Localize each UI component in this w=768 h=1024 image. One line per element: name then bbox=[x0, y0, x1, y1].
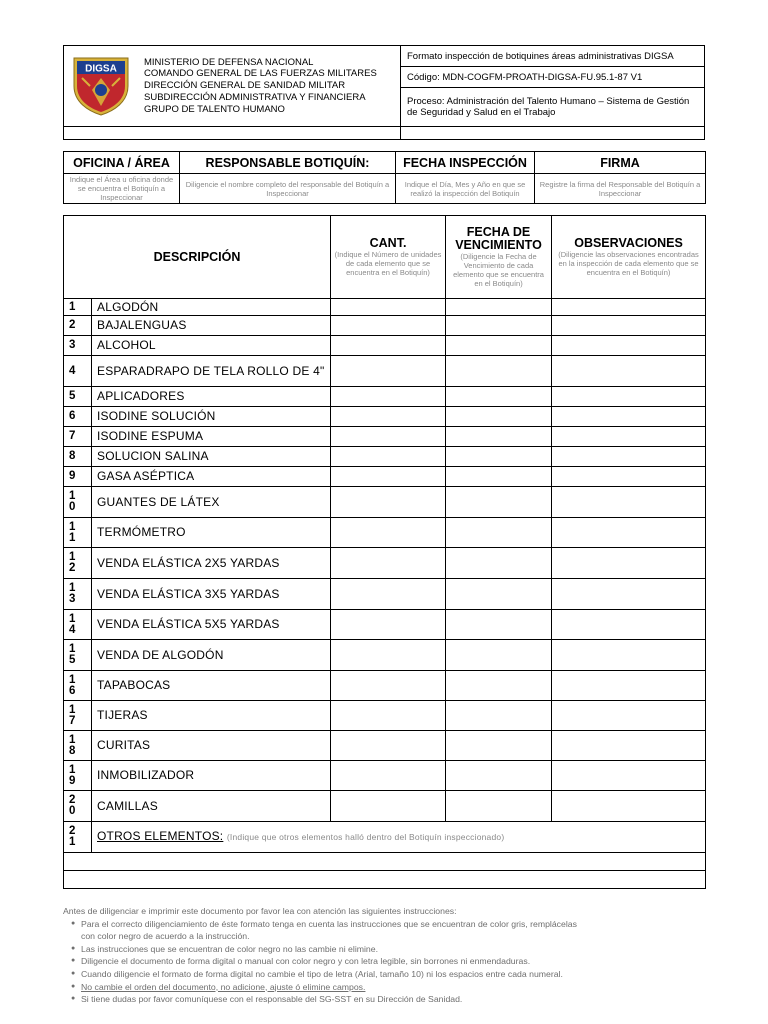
row-number-digit: 1 bbox=[69, 836, 76, 848]
row-number-digit: 1 bbox=[69, 582, 76, 594]
table-row bbox=[64, 316, 706, 336]
row-number bbox=[64, 356, 92, 387]
observaciones-field[interactable] bbox=[552, 579, 706, 610]
fecha-vencimiento-field[interactable] bbox=[446, 407, 552, 427]
cant-field[interactable] bbox=[331, 467, 446, 487]
oficina-area-field[interactable]: Indique el Área u oficina donde se encuentra el Botiquín a Inspeccionar bbox=[64, 174, 180, 204]
blank-cell[interactable] bbox=[64, 127, 401, 140]
responsable-field[interactable]: Diligencie el nombre completo del responsable del Botiquín a Inspeccionar bbox=[180, 174, 396, 204]
header-obs-cell bbox=[552, 216, 706, 299]
firma-field[interactable]: Registre la firma del Responsable del Botiquín a Inspeccionar bbox=[535, 174, 706, 204]
table-row bbox=[64, 299, 706, 316]
fecha-vencimiento-field[interactable] bbox=[446, 518, 552, 548]
fecha-vencimiento-field[interactable] bbox=[446, 548, 552, 579]
cant-field[interactable] bbox=[331, 610, 446, 640]
row-number bbox=[64, 336, 92, 356]
observaciones-field[interactable] bbox=[552, 427, 706, 447]
row-number bbox=[64, 548, 92, 579]
observaciones-field[interactable] bbox=[552, 671, 706, 701]
observaciones-field[interactable] bbox=[552, 336, 706, 356]
note-item bbox=[71, 918, 723, 943]
checklist-table bbox=[63, 215, 706, 889]
header-firma: FIRMA bbox=[535, 152, 706, 174]
cant-field[interactable] bbox=[331, 336, 446, 356]
cant-field[interactable] bbox=[331, 671, 446, 701]
table-row bbox=[64, 610, 706, 640]
cant-field[interactable] bbox=[331, 791, 446, 822]
row-number-digit: 2 bbox=[69, 794, 76, 806]
header-fecha-instruction: (Diligencie la Fecha de Vencimiento de cada elemento que se encuentra en el Botiquín) bbox=[453, 252, 544, 288]
row-description: APLICADORES bbox=[92, 387, 331, 407]
org-line: SUBDIRECCIÓN ADMINISTRATIVA Y FINANCIERA bbox=[144, 91, 366, 103]
row-number-digit: 1 bbox=[69, 612, 76, 625]
row-number-digit: 6 bbox=[69, 684, 76, 697]
cant-field[interactable] bbox=[331, 427, 446, 447]
instructions-notes bbox=[63, 905, 723, 1006]
row-number bbox=[64, 579, 92, 610]
fecha-vencimiento-field[interactable] bbox=[446, 487, 552, 518]
otros-elementos-label: OTROS ELEMENTOS: bbox=[97, 829, 224, 843]
fecha-vencimiento-field[interactable] bbox=[446, 701, 552, 731]
document-header bbox=[63, 45, 705, 140]
header-observaciones: OBSERVACIONES bbox=[574, 236, 683, 250]
header-obs-instruction: (Diligencie las observaciones encontradas en la inspección de cada elemento que se encuentra en el Botiquín) bbox=[558, 250, 699, 277]
row-description: CAMILLAS bbox=[92, 791, 331, 822]
fecha-vencimiento-field[interactable] bbox=[446, 579, 552, 610]
row-number bbox=[64, 701, 92, 731]
row-number-digit: 0 bbox=[69, 805, 76, 817]
cant-field[interactable] bbox=[331, 640, 446, 671]
row-number-digit: 7 bbox=[69, 430, 76, 442]
fecha-vencimiento-field[interactable] bbox=[446, 761, 552, 791]
observaciones-field[interactable] bbox=[552, 447, 706, 467]
row-number bbox=[64, 467, 92, 487]
row-description: ESPARADRAPO DE TELA ROLLO DE 4" bbox=[92, 356, 331, 387]
row-number bbox=[64, 761, 92, 791]
row-number bbox=[64, 299, 92, 316]
row-number-digit: 1 bbox=[69, 490, 76, 502]
observaciones-field[interactable] bbox=[552, 518, 706, 548]
note-item: ● Cuando diligencie el formato de forma digital no cambie el tipo de letra (Arial, tamaño 10) ni los espacios entre cada numeral. bbox=[71, 968, 723, 981]
observaciones-field[interactable] bbox=[552, 487, 706, 518]
format-code: Código: MDN-COGFM-PROATH-DIGSA-FU.95.1-87 V1 bbox=[401, 67, 705, 88]
row-description: ISODINE ESPUMA bbox=[92, 427, 331, 447]
header-fecha-inspeccion: FECHA INSPECCIÓN bbox=[396, 152, 535, 174]
row-number-digit: 8 bbox=[69, 744, 76, 757]
observaciones-field[interactable] bbox=[552, 356, 706, 387]
organization-cell bbox=[64, 46, 401, 127]
observaciones-field[interactable] bbox=[552, 548, 706, 579]
row-description: SOLUCION SALINA bbox=[92, 447, 331, 467]
header-oficina-area: OFICINA / ÁREA bbox=[64, 152, 180, 174]
row-description: GUANTES DE LÁTEX bbox=[92, 487, 331, 518]
observaciones-field[interactable] bbox=[552, 731, 706, 761]
cant-field[interactable] bbox=[331, 299, 446, 316]
row-number-digit: 1 bbox=[69, 643, 76, 655]
fecha-vencimiento-field[interactable] bbox=[446, 299, 552, 316]
table-row bbox=[64, 447, 706, 467]
row-number-digit: 1 bbox=[69, 673, 76, 686]
row-number bbox=[64, 731, 92, 761]
org-line: GRUPO DE TALENTO HUMANO bbox=[144, 103, 285, 115]
cant-field[interactable] bbox=[331, 701, 446, 731]
row-description: VENDA ELÁSTICA 5X5 YARDAS bbox=[92, 610, 331, 640]
logo-text: DIGSA bbox=[85, 63, 117, 75]
cant-field[interactable] bbox=[331, 407, 446, 427]
note-text: Para el correcto diligenciamiento de éste formato tenga en cuenta las instrucciones que se encuentran de color gris, remplácelas bbox=[81, 918, 577, 929]
row-number bbox=[64, 518, 92, 548]
cant-field[interactable] bbox=[331, 487, 446, 518]
row-description: GASA ASÉPTICA bbox=[92, 467, 331, 487]
table-row bbox=[64, 761, 706, 791]
row-number-digit: 9 bbox=[69, 470, 76, 482]
note-item: ● Diligencie el documento de forma digital o manual con color negro y con letra legible, sin borrones ni enmendaduras. bbox=[71, 955, 723, 968]
row-number-digit: 1 bbox=[69, 763, 76, 776]
observaciones-field[interactable] bbox=[552, 467, 706, 487]
table-row bbox=[64, 487, 706, 518]
header-cant-cell bbox=[331, 216, 446, 299]
table-row bbox=[64, 671, 706, 701]
fecha-vencimiento-field[interactable] bbox=[446, 467, 552, 487]
note-item: ● No cambie el orden del documento, no adicione, ajuste ó elimine campos. bbox=[71, 981, 723, 994]
fecha-inspeccion-field[interactable]: Indique el Día, Mes y Año en que se realizó la inspección del Botiquín bbox=[396, 174, 535, 204]
row-description: VENDA ELÁSTICA 3X5 YARDAS bbox=[92, 579, 331, 610]
observaciones-field[interactable] bbox=[552, 316, 706, 336]
blank-row bbox=[64, 871, 706, 889]
header-descripcion: DESCRIPCIÓN bbox=[64, 216, 331, 299]
row-description: ISODINE SOLUCIÓN bbox=[92, 407, 331, 427]
row-number-digit: 4 bbox=[69, 364, 76, 377]
row-number-digit: 1 bbox=[69, 703, 76, 716]
row-number-digit: 2 bbox=[69, 319, 76, 331]
row-number-digit: 1 bbox=[69, 300, 76, 313]
table-row bbox=[64, 356, 706, 387]
row-number-digit: 7 bbox=[69, 714, 76, 727]
cant-field[interactable] bbox=[331, 731, 446, 761]
table-row bbox=[64, 467, 706, 487]
cant-field[interactable] bbox=[331, 761, 446, 791]
row-number-digit: 9 bbox=[69, 774, 76, 787]
table-row bbox=[64, 427, 706, 447]
table-row bbox=[64, 701, 706, 731]
cant-field[interactable] bbox=[331, 387, 446, 407]
row-description: BAJALENGUAS bbox=[92, 316, 331, 336]
note-continuation: con color negro de acuerdo a la instrucción. bbox=[81, 931, 250, 942]
cant-field[interactable] bbox=[331, 518, 446, 548]
row-description: VENDA ELÁSTICA 2X5 YARDAS bbox=[92, 548, 331, 579]
note-item: ● Las instrucciones que se encuentran de color negro no las cambie ni elimine. bbox=[71, 943, 723, 956]
cant-field[interactable] bbox=[331, 548, 446, 579]
row-number-digit: 8 bbox=[69, 450, 76, 462]
fecha-vencimiento-field[interactable] bbox=[446, 671, 552, 701]
org-line: COMANDO GENERAL DE LAS FUERZAS MILITARES bbox=[144, 68, 377, 80]
cant-field[interactable] bbox=[331, 316, 446, 336]
table-row bbox=[64, 407, 706, 427]
fecha-vencimiento-field[interactable] bbox=[446, 791, 552, 822]
observaciones-field[interactable] bbox=[552, 387, 706, 407]
organization-lines bbox=[136, 57, 377, 116]
table-row bbox=[64, 336, 706, 356]
table-row bbox=[64, 518, 706, 548]
table-row bbox=[64, 640, 706, 671]
row-number bbox=[64, 487, 92, 518]
fecha-vencimiento-field[interactable] bbox=[446, 447, 552, 467]
row-description: TIJERAS bbox=[92, 701, 331, 731]
blank-cell[interactable] bbox=[401, 127, 705, 140]
row-number-digit: 5 bbox=[69, 390, 76, 402]
row-number bbox=[64, 610, 92, 640]
header-cant-instruction: (Indique el Número de unidades de cada elemento que se encuentra en el Botiquín) bbox=[334, 250, 442, 277]
cant-field[interactable] bbox=[331, 579, 446, 610]
row-description: TAPABOCAS bbox=[92, 671, 331, 701]
row-number bbox=[64, 387, 92, 407]
blank-row bbox=[64, 853, 706, 871]
observaciones-field[interactable] bbox=[552, 299, 706, 316]
observaciones-field[interactable] bbox=[552, 791, 706, 822]
row-number-digit: 1 bbox=[69, 520, 76, 533]
header-responsable: RESPONSABLE BOTIQUÍN: bbox=[180, 152, 396, 174]
fecha-vencimiento-field[interactable] bbox=[446, 356, 552, 387]
row-number bbox=[64, 407, 92, 427]
digsa-logo bbox=[72, 56, 130, 116]
row-description: VENDA DE ALGODÓN bbox=[92, 640, 331, 671]
row-number-digit: 1 bbox=[69, 531, 76, 544]
observaciones-field[interactable] bbox=[552, 407, 706, 427]
row-description: INMOBILIZADOR bbox=[92, 761, 331, 791]
format-process: Proceso: Administración del Talento Humano – Sistema de Gestión de Seguridad y Salud en el Trabajo bbox=[401, 88, 705, 127]
row-number bbox=[64, 791, 92, 822]
fecha-vencimiento-field[interactable] bbox=[446, 336, 552, 356]
fecha-vencimiento-field[interactable] bbox=[446, 640, 552, 671]
format-title: Formato inspección de botiquines áreas administrativas DIGSA bbox=[401, 46, 705, 67]
row-description: TERMÓMETRO bbox=[92, 518, 331, 548]
row-number bbox=[64, 671, 92, 701]
row-number-digit: 4 bbox=[69, 623, 76, 636]
table-row bbox=[64, 387, 706, 407]
observaciones-field[interactable] bbox=[552, 610, 706, 640]
row-description: CURITAS bbox=[92, 731, 331, 761]
row-number bbox=[64, 427, 92, 447]
row-number-digit: 3 bbox=[69, 593, 76, 605]
table-row bbox=[64, 731, 706, 761]
inspection-info-table bbox=[63, 151, 706, 204]
notes-list bbox=[63, 918, 723, 1006]
table-row-otros bbox=[64, 822, 706, 853]
org-line: MINISTERIO DE DEFENSA NACIONAL bbox=[144, 56, 314, 68]
row-number-digit: 0 bbox=[69, 501, 76, 513]
header-fecha-cell bbox=[446, 216, 552, 299]
otros-elementos-instruction: (Indique que otros elementos halló dentro del Botiquín inspeccionado) bbox=[226, 832, 505, 842]
observaciones-field[interactable] bbox=[552, 640, 706, 671]
row-number-digit: 6 bbox=[69, 410, 76, 422]
fecha-vencimiento-field[interactable] bbox=[446, 731, 552, 761]
observaciones-field[interactable] bbox=[552, 701, 706, 731]
row-number-digit: 2 bbox=[69, 825, 76, 837]
row-number bbox=[64, 447, 92, 467]
row-description: ALCOHOL bbox=[92, 336, 331, 356]
table-row bbox=[64, 791, 706, 822]
otros-elementos-field[interactable] bbox=[92, 822, 706, 853]
blank-cell[interactable] bbox=[64, 871, 706, 889]
header-cant: CANT. bbox=[369, 236, 407, 250]
blank-cell[interactable] bbox=[64, 853, 706, 871]
notes-intro: Antes de diligenciar e imprimir este documento por favor lea con atención las siguientes instrucciones: bbox=[63, 906, 457, 916]
row-number bbox=[64, 822, 92, 853]
row-number-digit: 2 bbox=[69, 562, 76, 574]
row-description: ALGODÓN bbox=[92, 299, 331, 316]
table-row bbox=[64, 548, 706, 579]
row-number bbox=[64, 640, 92, 671]
row-number-digit: 1 bbox=[69, 551, 76, 563]
cant-field[interactable] bbox=[331, 447, 446, 467]
org-line: DIRECCIÓN GENERAL DE SANIDAD MILITAR bbox=[144, 80, 346, 92]
row-number-digit: 1 bbox=[69, 733, 76, 746]
cant-field[interactable] bbox=[331, 356, 446, 387]
table-row bbox=[64, 579, 706, 610]
fecha-vencimiento-field[interactable] bbox=[446, 316, 552, 336]
fecha-vencimiento-field[interactable] bbox=[446, 610, 552, 640]
row-number-digit: 5 bbox=[69, 654, 76, 666]
fecha-vencimiento-field[interactable] bbox=[446, 387, 552, 407]
note-item: ● Si tiene dudas por favor comuníquese con el responsable del SG-SST en su Dirección de Sanidad. bbox=[71, 993, 723, 1006]
header-fecha-vencimiento: FECHA DE VENCIMIENTO bbox=[455, 225, 542, 252]
fecha-vencimiento-field[interactable] bbox=[446, 427, 552, 447]
row-number bbox=[64, 316, 92, 336]
observaciones-field[interactable] bbox=[552, 761, 706, 791]
row-number-digit: 3 bbox=[69, 339, 76, 351]
